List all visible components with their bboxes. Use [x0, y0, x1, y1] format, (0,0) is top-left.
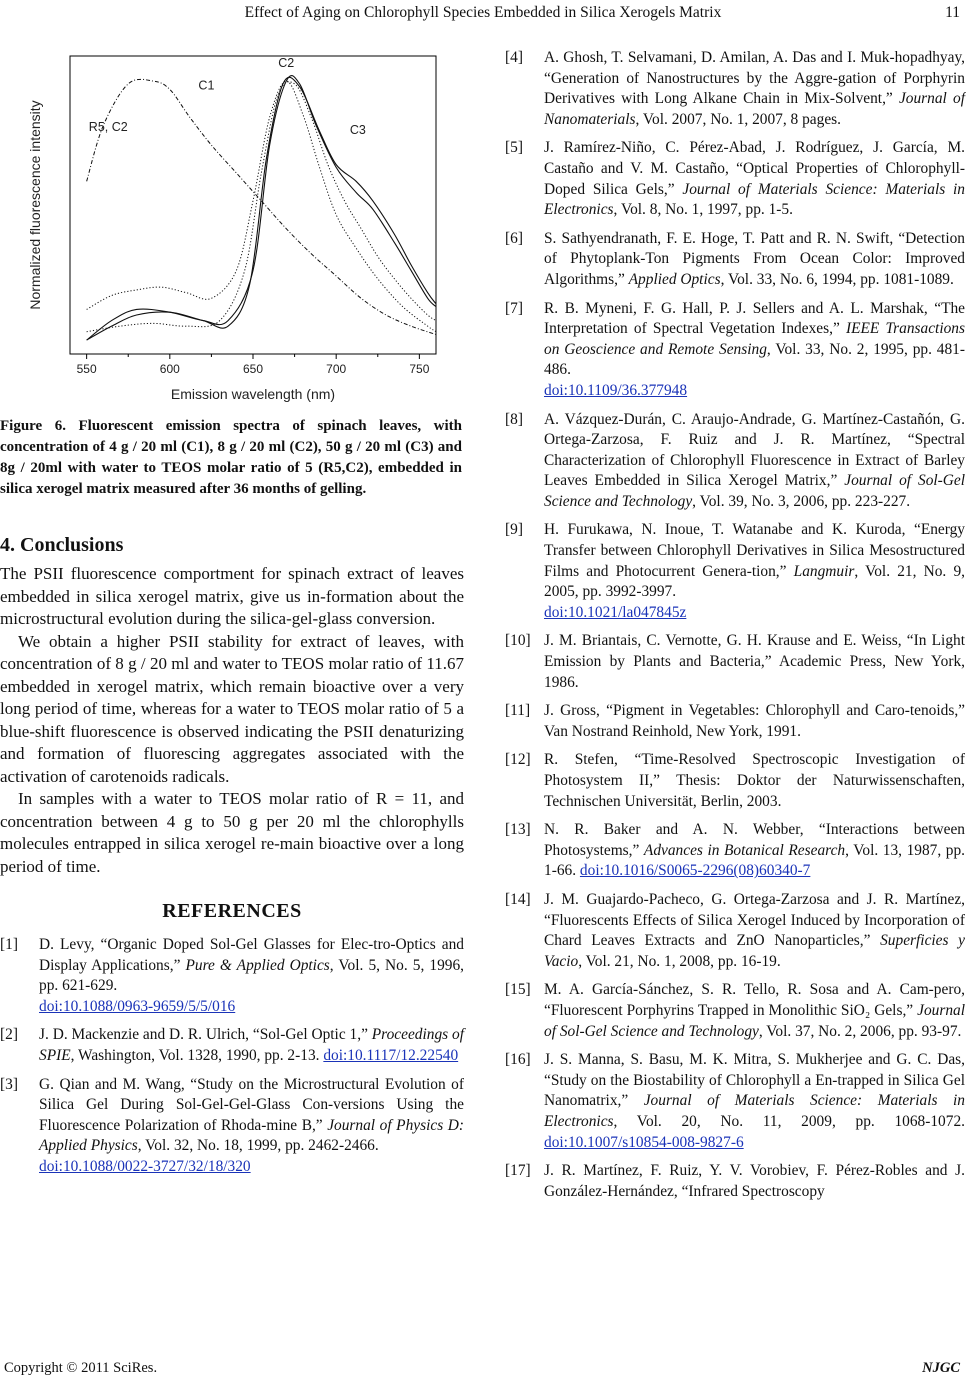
x-axis-label: Emission wavelength (nm)	[170, 386, 336, 402]
reference-item	[505, 890, 965, 972]
reference-details: , Vol. 20, No. 11, 2009, pp. 1068-1072.	[613, 1112, 965, 1130]
reference-item	[505, 980, 965, 1042]
reference-details: , Vol. 5, No. 5, 1996, pp. 621-629.	[39, 956, 465, 995]
emission-spectra-chart	[0, 40, 464, 410]
running-title: Effect of Aging on Chlorophyll Species Embedded in Silica Xerogels Matrix	[244, 4, 722, 21]
reference-item	[0, 1025, 464, 1066]
series-line-1	[87, 82, 436, 332]
reference-source: Journal of Sol-Gel Science and Technology	[544, 1001, 965, 1040]
reference-item	[505, 750, 965, 812]
references-heading: REFERENCES	[162, 900, 302, 922]
reference-details: , Vol. 37, No. 2, 2006, pp. 93-97.	[758, 1022, 962, 1040]
reference-item	[505, 138, 965, 220]
right-column	[505, 48, 965, 1202]
reference-details: , Washington, Vol. 1328, 1990, pp. 2-13.	[70, 1046, 324, 1064]
doi-link[interactable]: doi:10.1088/0963-9659/5/5/016	[39, 997, 236, 1015]
page-number: 11	[945, 4, 960, 21]
reference-source: Proceedings of SPIE	[39, 1026, 464, 1064]
reference-source: Journal of Nanomaterials	[544, 90, 965, 128]
series-line-4	[87, 79, 436, 334]
reference-authors-title: G. Qian and M. Wang, “Study on the Microstructural Evolution of Silica Gel During Sol-Gel-Gel-Glass Con-versions Using the Fluorescence Polarization of Rhoda-mine B,”	[39, 1075, 464, 1134]
reference-authors-title: A. Vázquez-Durán, C. Araujo-Andrade, G. Martínez-Castañón, G. Ortega-Zarzosa, F. Ruiz and J. R. Martínez, “Spectral Characterization of Chlorophyll Fluorescence in Extract of Barley Leaves Embedded in Silica Xerogel Matrix,”	[544, 410, 965, 490]
reference-item	[505, 48, 965, 130]
reference-authors-title: J. R. Martínez, F. Ruiz, Y. V. Vorobiev, F. Pérez-Robles and J. González-Hernández, “Infrared Spectroscopy	[544, 1162, 965, 1200]
reference-source: Langmuir	[793, 562, 855, 580]
doi-link[interactable]: doi:10.1109/36.377948	[544, 381, 688, 399]
reference-text	[39, 935, 464, 1017]
reference-number: [5]	[505, 139, 523, 157]
reference-text	[544, 1161, 965, 1202]
reference-details: , Vol. 2007, No. 1, 2007, 8 pages.	[635, 110, 841, 128]
reference-number: [10]	[505, 632, 531, 650]
reference-text	[544, 701, 965, 742]
reference-text	[544, 750, 965, 812]
journal-abbrev: NJGC	[922, 1360, 960, 1376]
page-footer	[0, 1360, 966, 1380]
reference-details: , Vol. 21, No. 9, 2005, pp. 3992-3997.	[544, 562, 965, 601]
reference-source: Journal of Physics D: Applied Physics	[39, 1116, 464, 1155]
reference-number: [7]	[505, 299, 523, 317]
reference-text	[544, 980, 965, 1042]
reference-source: Journal of Sol-Gel Science and Technology	[544, 472, 966, 510]
doi-link[interactable]: doi:10.1016/S0065-2296(08)60340-7	[579, 862, 811, 880]
reference-item	[505, 229, 965, 291]
copyright-notice: Copyright © 2011 SciRes.	[4, 1360, 158, 1376]
reference-item	[505, 820, 965, 882]
figure-6	[0, 40, 464, 410]
reference-item	[0, 1075, 464, 1178]
reference-number: [2]	[0, 1026, 18, 1044]
reference-details: , Vol. 32, No. 18, 1999, pp. 2462-2466.	[137, 1137, 379, 1155]
reference-number: [12]	[505, 751, 531, 769]
x-tick-label: 650	[242, 362, 264, 376]
reference-authors-title: N. R. Baker and A. N. Webber, “Interactions between Photosystems,”	[544, 821, 965, 859]
doi-link[interactable]: doi:10.1021/la047845z	[544, 603, 687, 621]
reference-number: [1]	[0, 936, 18, 953]
reference-details: , Vol. 13, 1987, pp. 1-66.	[544, 841, 965, 880]
reference-item	[505, 410, 965, 513]
reference-number: [16]	[505, 1051, 531, 1069]
reference-item	[505, 701, 965, 742]
reference-authors-title: R. B. Myneni, F. G. Hall, P. J. Sellers and A. L. Marshak, “The Interpretation of Spectral Vegetation Indexes,”	[544, 299, 965, 338]
reference-text	[39, 1075, 464, 1178]
reference-item	[505, 1161, 965, 1202]
conclusions-paragraph-1: The PSII fluorescence comportment for spinach extract of leaves embedded in silica xerogel matrix, give us in-formation about the microstructural evolution during the silica-gel-glass conversion.	[0, 564, 464, 628]
reference-authors-title: J. Gross, “Pigment in Vegetables: Chlorophyll and Caro-tenoids,” Van Nostrand Reinhold, New York, 1991.	[544, 702, 965, 740]
reference-text	[544, 410, 965, 513]
reference-text	[544, 520, 965, 623]
doi-link[interactable]: doi:10.1088/0022-3727/32/18/320	[39, 1157, 251, 1175]
references-list-right	[505, 48, 965, 1202]
reference-text	[544, 229, 965, 291]
doi-link[interactable]: doi:10.1007/s10854-008-9827-6	[544, 1133, 744, 1151]
reference-number: [17]	[505, 1162, 531, 1180]
reference-number: [9]	[505, 521, 523, 539]
reference-item	[0, 935, 464, 1017]
reference-item	[505, 631, 965, 693]
reference-number: [8]	[505, 410, 523, 428]
left-column	[0, 40, 464, 1178]
reference-number: [15]	[505, 981, 531, 999]
reference-number: [13]	[505, 821, 531, 839]
reference-text	[544, 1050, 965, 1153]
reference-details: , Vol. 33, No. 2, 1995, pp. 481-486.	[544, 340, 966, 379]
reference-authors-title: J. D. Mackenzie and D. R. Ulrich, “Sol-Gel Optic 1,”	[39, 1026, 372, 1044]
reference-number: [4]	[505, 49, 523, 66]
series-annotation: C3	[349, 122, 366, 137]
reference-details: , Vol. 21, No. 1, 2008, pp. 16-19.	[578, 952, 781, 970]
running-header	[0, 2, 966, 24]
reference-details: , Vol. 33, No. 6, 1994, pp. 1081-1089.	[720, 270, 954, 288]
reference-item	[505, 299, 965, 402]
conclusions-paragraph-2: We obtain a higher PSII stability for extract of leaves, with concentration of 8 g / 20 ml and water to TEOS molar ratio of 11.67 embedded in xerogel matrix, which remain bioactive over a very long period of time, whereas for a water to TEOS molar ratio of 5 a blue-shift fluorescence is observed indicating the PSII denaturizing and formation of fluorescing aggregates associated with the activation of carotenoids radicals.	[0, 631, 464, 786]
reference-source: Pure & Applied Optics	[185, 956, 330, 974]
figure-caption: Figure 6. Fluorescent emission spectra of spinach leaves, with concentration of 4 g / 20 ml (C1), 8 g / 20 ml (C2), 50 g / 20 ml (C3) and 8g / 20ml with water to TEOS molar ratio of 5 (R5,C2), embedded in silica xerogel matrix measured after 36 months of gelling.	[0, 418, 462, 497]
x-tick-label: 750	[409, 362, 430, 376]
reference-details: , Vol. 8, No. 1, 1997, pp. 1-5.	[613, 201, 793, 219]
reference-text	[544, 820, 965, 882]
reference-details: , Vol. 39, No. 3, 2006, pp. 223-227.	[692, 492, 911, 510]
reference-text	[544, 48, 965, 130]
plot-frame	[70, 56, 436, 354]
reference-source: Journal of Materials Science: Materials in Electronics	[544, 180, 966, 219]
reference-item	[505, 1050, 965, 1153]
reference-text	[544, 138, 965, 220]
x-tick-label: 550	[76, 362, 97, 376]
reference-source: IEEE Transactions on Geoscience and Remote Sensing	[544, 320, 965, 358]
reference-authors-title: M. A. García-Sánchez, S. R. Tello, R. Sosa and A. Cam-pero, “Fluorescent Porphyrins Trapped in Monolithic SiO₂ Gels,”	[544, 981, 965, 1019]
reference-text	[544, 631, 965, 693]
reference-authors-title: S. Sathyendranath, F. E. Hoge, T. Patt and R. N. Swift, “Detection of Phytoplank-Ton Pigments From Ocean Color: Improved Algorithms,”	[544, 229, 965, 288]
reference-number: [11]	[505, 702, 531, 720]
reference-authors-title: J. M. Guajardo-Pacheco, G. Ortega-Zarzosa and J. R. Martínez, “Fluorescents Effects of Silica Xerogel Induced by Incorporation of Chard Leaves Extracts and ZnO Nanoparticles,”	[544, 890, 965, 950]
reference-source: Superficies y Vacio	[544, 932, 965, 970]
conclusions-paragraph-3: In samples with a water to TEOS molar ratio of R = 11, and concentration between 4 g to 50 g per 20 ml the chlorophylls molecules entrapped in silica xerogel re-main bioactive over a long period of time.	[0, 789, 464, 876]
reference-authors-title: J. S. Manna, S. Basu, M. K. Mitra, S. Mukherjee and G. C. Das, “Study on the Biostability of Chlorophyll a En-trapped in Silica Gel Nanomatrix,”	[544, 1051, 965, 1110]
reference-authors-title: R. Stefen, “Time-Resolved Spectroscopic Investigation of Photosystem II,” Thesis: Doktor der Naturwissenschaften, Technischen Universität, Berlin, 2003.	[544, 751, 965, 810]
reference-authors-title: D. Levy, “Organic Doped Sol-Gel Glasses for Elec-tro-Optics and Display Applications,”	[39, 936, 464, 974]
series-annotation: R5, C2	[88, 120, 128, 135]
references-list-left	[0, 935, 464, 1178]
doi-link[interactable]: doi:10.1117/12.22540	[323, 1046, 459, 1064]
reference-text	[544, 890, 965, 972]
y-axis-label: Normalized fluorescence intensity	[27, 100, 43, 310]
reference-source: Journal of Materials Science: Materials in Electronics	[544, 1092, 965, 1130]
reference-authors-title: J. M. Briantais, C. Vernotte, G. H. Krause and E. Weiss, “In Light Emission by Plants and Bacteria,” Academic Press, New York, 1986.	[544, 632, 965, 691]
reference-number: [6]	[505, 229, 523, 247]
x-tick-label: 600	[159, 362, 180, 376]
reference-number: [14]	[505, 890, 531, 908]
reference-authors-title: H. Furukawa, N. Inoue, T. Watanabe and K. Kuroda, “Energy Transfer between Chlorophyll Derivatives in Silica Mesostructured Films and Photocurrent Genera-tion,”	[544, 521, 965, 580]
reference-source: Advances in Botanical Research	[643, 841, 846, 859]
x-tick-label: 700	[326, 362, 347, 376]
series-annotation: C2	[278, 56, 295, 71]
reference-item	[505, 520, 965, 623]
reference-authors-title: J. Ramírez-Niño, C. Pérez-Abad, J. Rodríguez, J. García, M. Castaño and V. M. Castaño, “Optical Properties of Chlorophyll-Doped Silica Gels,”	[544, 139, 965, 198]
series-line-5	[87, 81, 436, 332]
section-heading: 4. Conclusions	[0, 534, 124, 556]
series-line-2	[87, 75, 436, 340]
reference-authors-title: A. Ghosh, T. Selvamani, D. Amilan, A. Das and I. Muk-hopadhyay, “Generation of Nanostructures by the Aggre-gation of Porphyrin Derivatives with Long Alkane Chain in Mix-Solvent,”	[544, 49, 965, 108]
reference-source: Applied Optics	[628, 270, 721, 288]
reference-text	[39, 1025, 464, 1066]
reference-text	[544, 299, 965, 402]
series-annotation: C1	[198, 78, 215, 93]
reference-number: [3]	[0, 1075, 18, 1093]
